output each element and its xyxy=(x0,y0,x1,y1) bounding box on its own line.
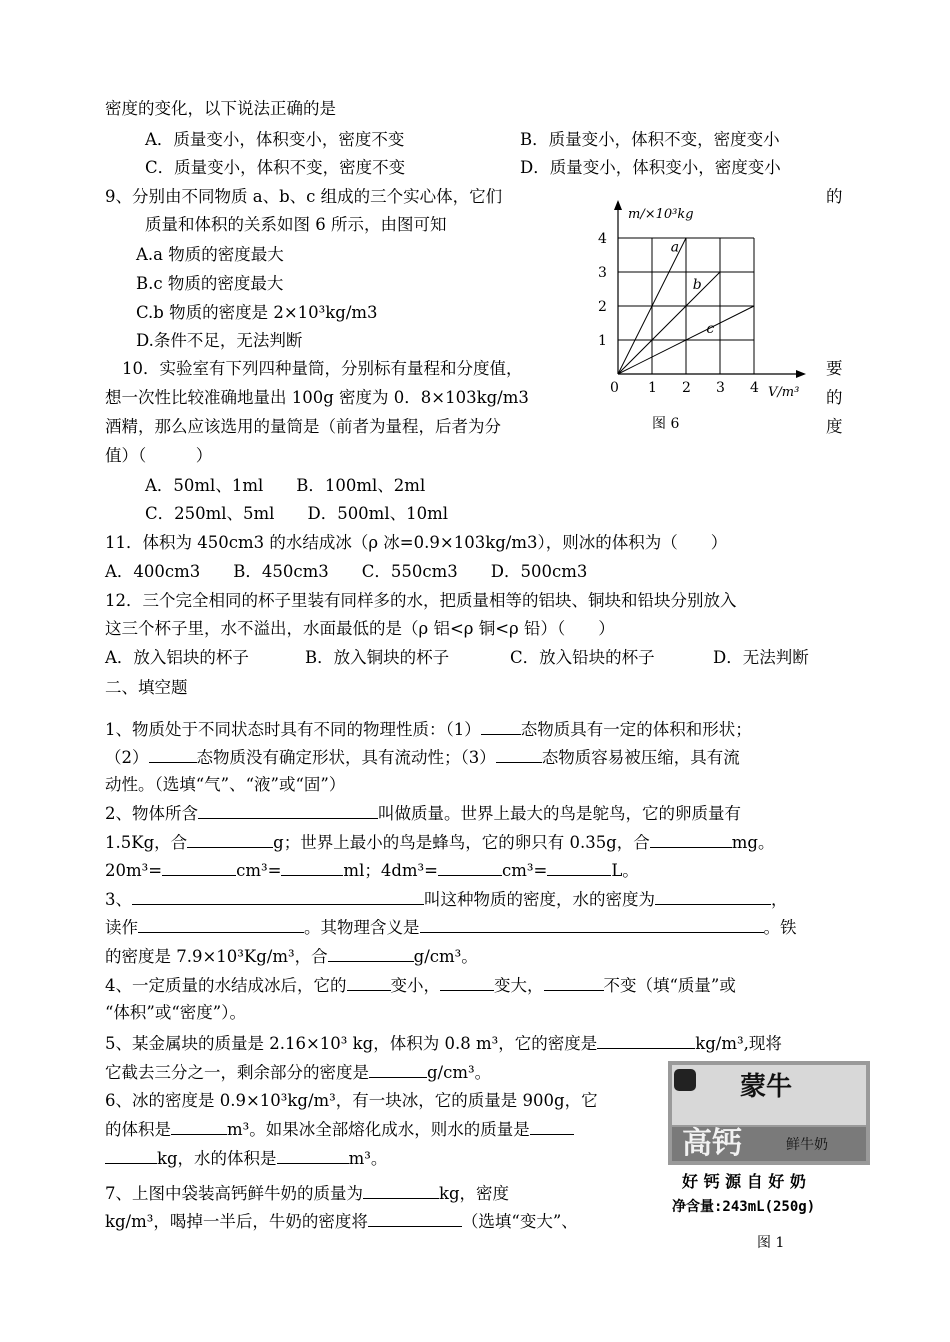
blank[interactable] xyxy=(481,718,521,735)
blank[interactable] xyxy=(347,974,391,991)
blank[interactable] xyxy=(162,859,236,876)
q9-option-a: A.a 物质的密度最大 xyxy=(136,245,284,264)
blank[interactable] xyxy=(544,974,604,991)
milk-brand-sub: 鲜牛奶 xyxy=(786,1137,828,1153)
fill1-line1: 1、物质处于不同状态时具有不同的物理性质：（1） 态物质具有一定的体积和形状； xyxy=(105,720,752,739)
q9-option-d: D.条件不足，无法判断 xyxy=(136,331,303,350)
blank[interactable] xyxy=(187,831,273,848)
blank[interactable] xyxy=(281,859,343,876)
fill3-line1: 3、 叫这种物质的密度，水的密度为 ， xyxy=(105,890,788,909)
q9-line1: 9、分别由不同物质 a、b、c 组成的三个实心体，它们 xyxy=(105,187,503,206)
q8-option-d: D．质量变小，体积变小，密度变小 xyxy=(520,158,781,177)
blank[interactable] xyxy=(328,945,414,962)
q8-stem: 密度的变化，以下说法正确的是 xyxy=(105,99,336,118)
q10-line1: 10．实验室有下列四种量筒，分别标有量程和分度值， xyxy=(122,359,523,378)
y-tick-label: 3 xyxy=(598,265,607,281)
q10-line2-end: 的 xyxy=(826,388,843,407)
figure6-caption: 图 6 xyxy=(652,416,680,432)
series-line-b xyxy=(618,272,720,374)
x-tick-label: 4 xyxy=(750,380,759,396)
figure1-caption: 图 1 xyxy=(757,1235,785,1251)
blank[interactable] xyxy=(547,859,611,876)
q10-options-row1: A．50ml、1ml B．100ml、2ml xyxy=(145,476,426,495)
x-axis-arrow xyxy=(796,370,806,378)
fill1-line2: （2） 态物质没有确定形状，具有流动性；（3） 态物质容易被压缩，具有流 xyxy=(105,748,740,767)
blank[interactable] xyxy=(277,1147,349,1164)
blank[interactable] xyxy=(650,831,732,848)
fill3-line3: 的密度是 7.9×10³Kg/m³，合 g/cm³。 xyxy=(105,947,478,966)
blank[interactable] xyxy=(530,1118,574,1135)
milk-slogan: 好 钙 源 自 好 奶 xyxy=(682,1172,806,1191)
q12-option-a: A．放入铝块的杯子 xyxy=(105,648,249,667)
series-label-c: c xyxy=(706,321,715,338)
q9-line2: 质量和体积的关系如图 6 所示，由图可知 xyxy=(145,215,447,234)
fill5-line2: 它截去三分之一，剩余部分的密度是 g/cm³。 xyxy=(105,1063,492,1082)
fill6-line3: kg，水的体积是 m³。 xyxy=(105,1147,387,1170)
q12-line2: 这三个杯子里，水不溢出，水面最低的是（ρ 铝<ρ 铜<ρ 铅）（ ） xyxy=(105,619,615,638)
milk-brand-main: 高钙 xyxy=(682,1126,742,1161)
x-tick-label: 3 xyxy=(716,380,725,396)
blank[interactable] xyxy=(132,888,424,905)
q11-options: A．400cm3 B．450cm3 C．550cm3 D．500cm3 xyxy=(105,562,588,581)
q8-option-c: C．质量变小，体积不变，密度不变 xyxy=(145,158,406,177)
milk-package-photo xyxy=(668,1061,870,1223)
figure6-x-axis-label: V/m³ xyxy=(768,385,800,400)
fill6-line2: 的体积是 m³。如果冰全部熔化成水，则水的质量是 xyxy=(105,1118,574,1141)
blank[interactable] xyxy=(368,1210,462,1227)
fill2-line2: 1.5Kg，合 g；世界上最小的鸟是蜂鸟，它的卵只有 0.35g，合 mg。 xyxy=(105,833,775,852)
q11-stem: 11．体积为 450cm3 的水结成冰（ρ 冰=0.9×103kg/m3），则冰的体积为（ ） xyxy=(105,533,728,552)
q12-option-c: C．放入铅块的杯子 xyxy=(510,648,655,667)
blank[interactable] xyxy=(171,1118,227,1135)
blank[interactable] xyxy=(149,746,197,763)
q10-line4: 值）（ ） xyxy=(105,446,213,465)
fill7-line1: 7、上图中袋装高钙鲜牛奶的质量为 kg，密度 xyxy=(105,1184,510,1203)
q8-option-a: A．质量变小，体积变小，密度不变 xyxy=(145,130,405,149)
blank[interactable] xyxy=(363,1182,439,1199)
series-label-a: a xyxy=(670,239,680,256)
q10-options-row2: C．250ml、5ml D．500ml、10ml xyxy=(145,504,449,523)
fill4-line1: 4、一定质量的水结成冰后，它的 变小， 变大， 不变（填“质量”或 xyxy=(105,976,736,995)
milk-package-image xyxy=(668,1061,870,1223)
figure6-y-axis-label: m/×10³kg xyxy=(628,207,694,222)
blank[interactable] xyxy=(440,974,494,991)
fill4-line2: “体积”或“密度”）。 xyxy=(105,1003,246,1022)
blank[interactable] xyxy=(138,916,304,933)
q10-line2: 想一次性比较准确地量出 100g 密度为 0．8×103kg/m3 xyxy=(105,388,529,407)
fill2-line3: 20m³= cm³= ml；4dm³= cm³= L。 xyxy=(105,861,639,880)
x-tick-label: 1 xyxy=(648,380,657,396)
blank[interactable] xyxy=(105,1147,157,1164)
blank[interactable] xyxy=(420,916,764,933)
x-tick-label: 2 xyxy=(682,380,691,396)
blank[interactable] xyxy=(597,1032,695,1049)
fill7-line2: kg/m³，喝掉一半后，牛奶的密度将 （选填“变大”、 xyxy=(105,1212,578,1231)
q9-line1-end: 的 xyxy=(826,187,843,206)
q8-option-b: B．质量变小，体积不变，密度变小 xyxy=(520,130,780,149)
y-tick-label: 1 xyxy=(598,333,607,349)
blank[interactable] xyxy=(198,802,378,819)
fill5-line1: 5、某金属块的质量是 2.16×10³ kg，体积为 0.8 m³，它的密度是 kg/m³,现将 xyxy=(105,1034,782,1053)
q10-line1-end: 要 xyxy=(826,359,843,378)
y-axis-arrow xyxy=(614,200,622,210)
figure6-graph xyxy=(596,196,826,441)
q10-line3-end: 度 xyxy=(826,417,843,436)
fill2-line1: 2、物体所含 叫做质量。世界上最大的鸟是鸵鸟，它的卵质量有 xyxy=(105,804,741,823)
y-tick-label: 2 xyxy=(598,299,607,315)
milk-net-content: 净含量:243mL(250g) xyxy=(672,1199,816,1215)
q9-option-b: B.c 物质的密度最大 xyxy=(136,274,284,293)
q12-option-d: D．无法判断 xyxy=(713,648,809,667)
q12-option-b: B．放入铜块的杯子 xyxy=(305,648,450,667)
blank[interactable] xyxy=(438,859,502,876)
q10-line3: 酒精，那么应该选用的量筒是（前者为量程，后者为分 xyxy=(105,417,501,436)
blank[interactable] xyxy=(496,746,542,763)
y-tick-label: 4 xyxy=(598,231,607,247)
q9-option-c: C.b 物质的密度是 2×10³kg/m3 xyxy=(136,303,378,322)
figure6-axes xyxy=(614,200,806,378)
fill6-line1: 6、冰的密度是 0.9×10³kg/m³，有一块冰，它的质量是 900g，它 xyxy=(105,1091,598,1110)
x-tick-label: 0 xyxy=(610,380,619,396)
fill3-line2: 读作 。其物理含义是 。铁 xyxy=(105,918,797,937)
blank[interactable] xyxy=(369,1061,427,1078)
blank[interactable] xyxy=(655,888,771,905)
section-heading: 二、填空题 xyxy=(105,678,188,697)
fill1-line3: 动性。（选填“气”、“液”或“固”） xyxy=(105,775,346,794)
q12-line1: 12．三个完全相同的杯子里装有同样多的水，把质量相等的铝块、铜块和铅块分别放入 xyxy=(105,591,737,610)
milk-brand-top: 蒙牛 xyxy=(740,1072,793,1102)
series-label-b: b xyxy=(692,277,702,293)
